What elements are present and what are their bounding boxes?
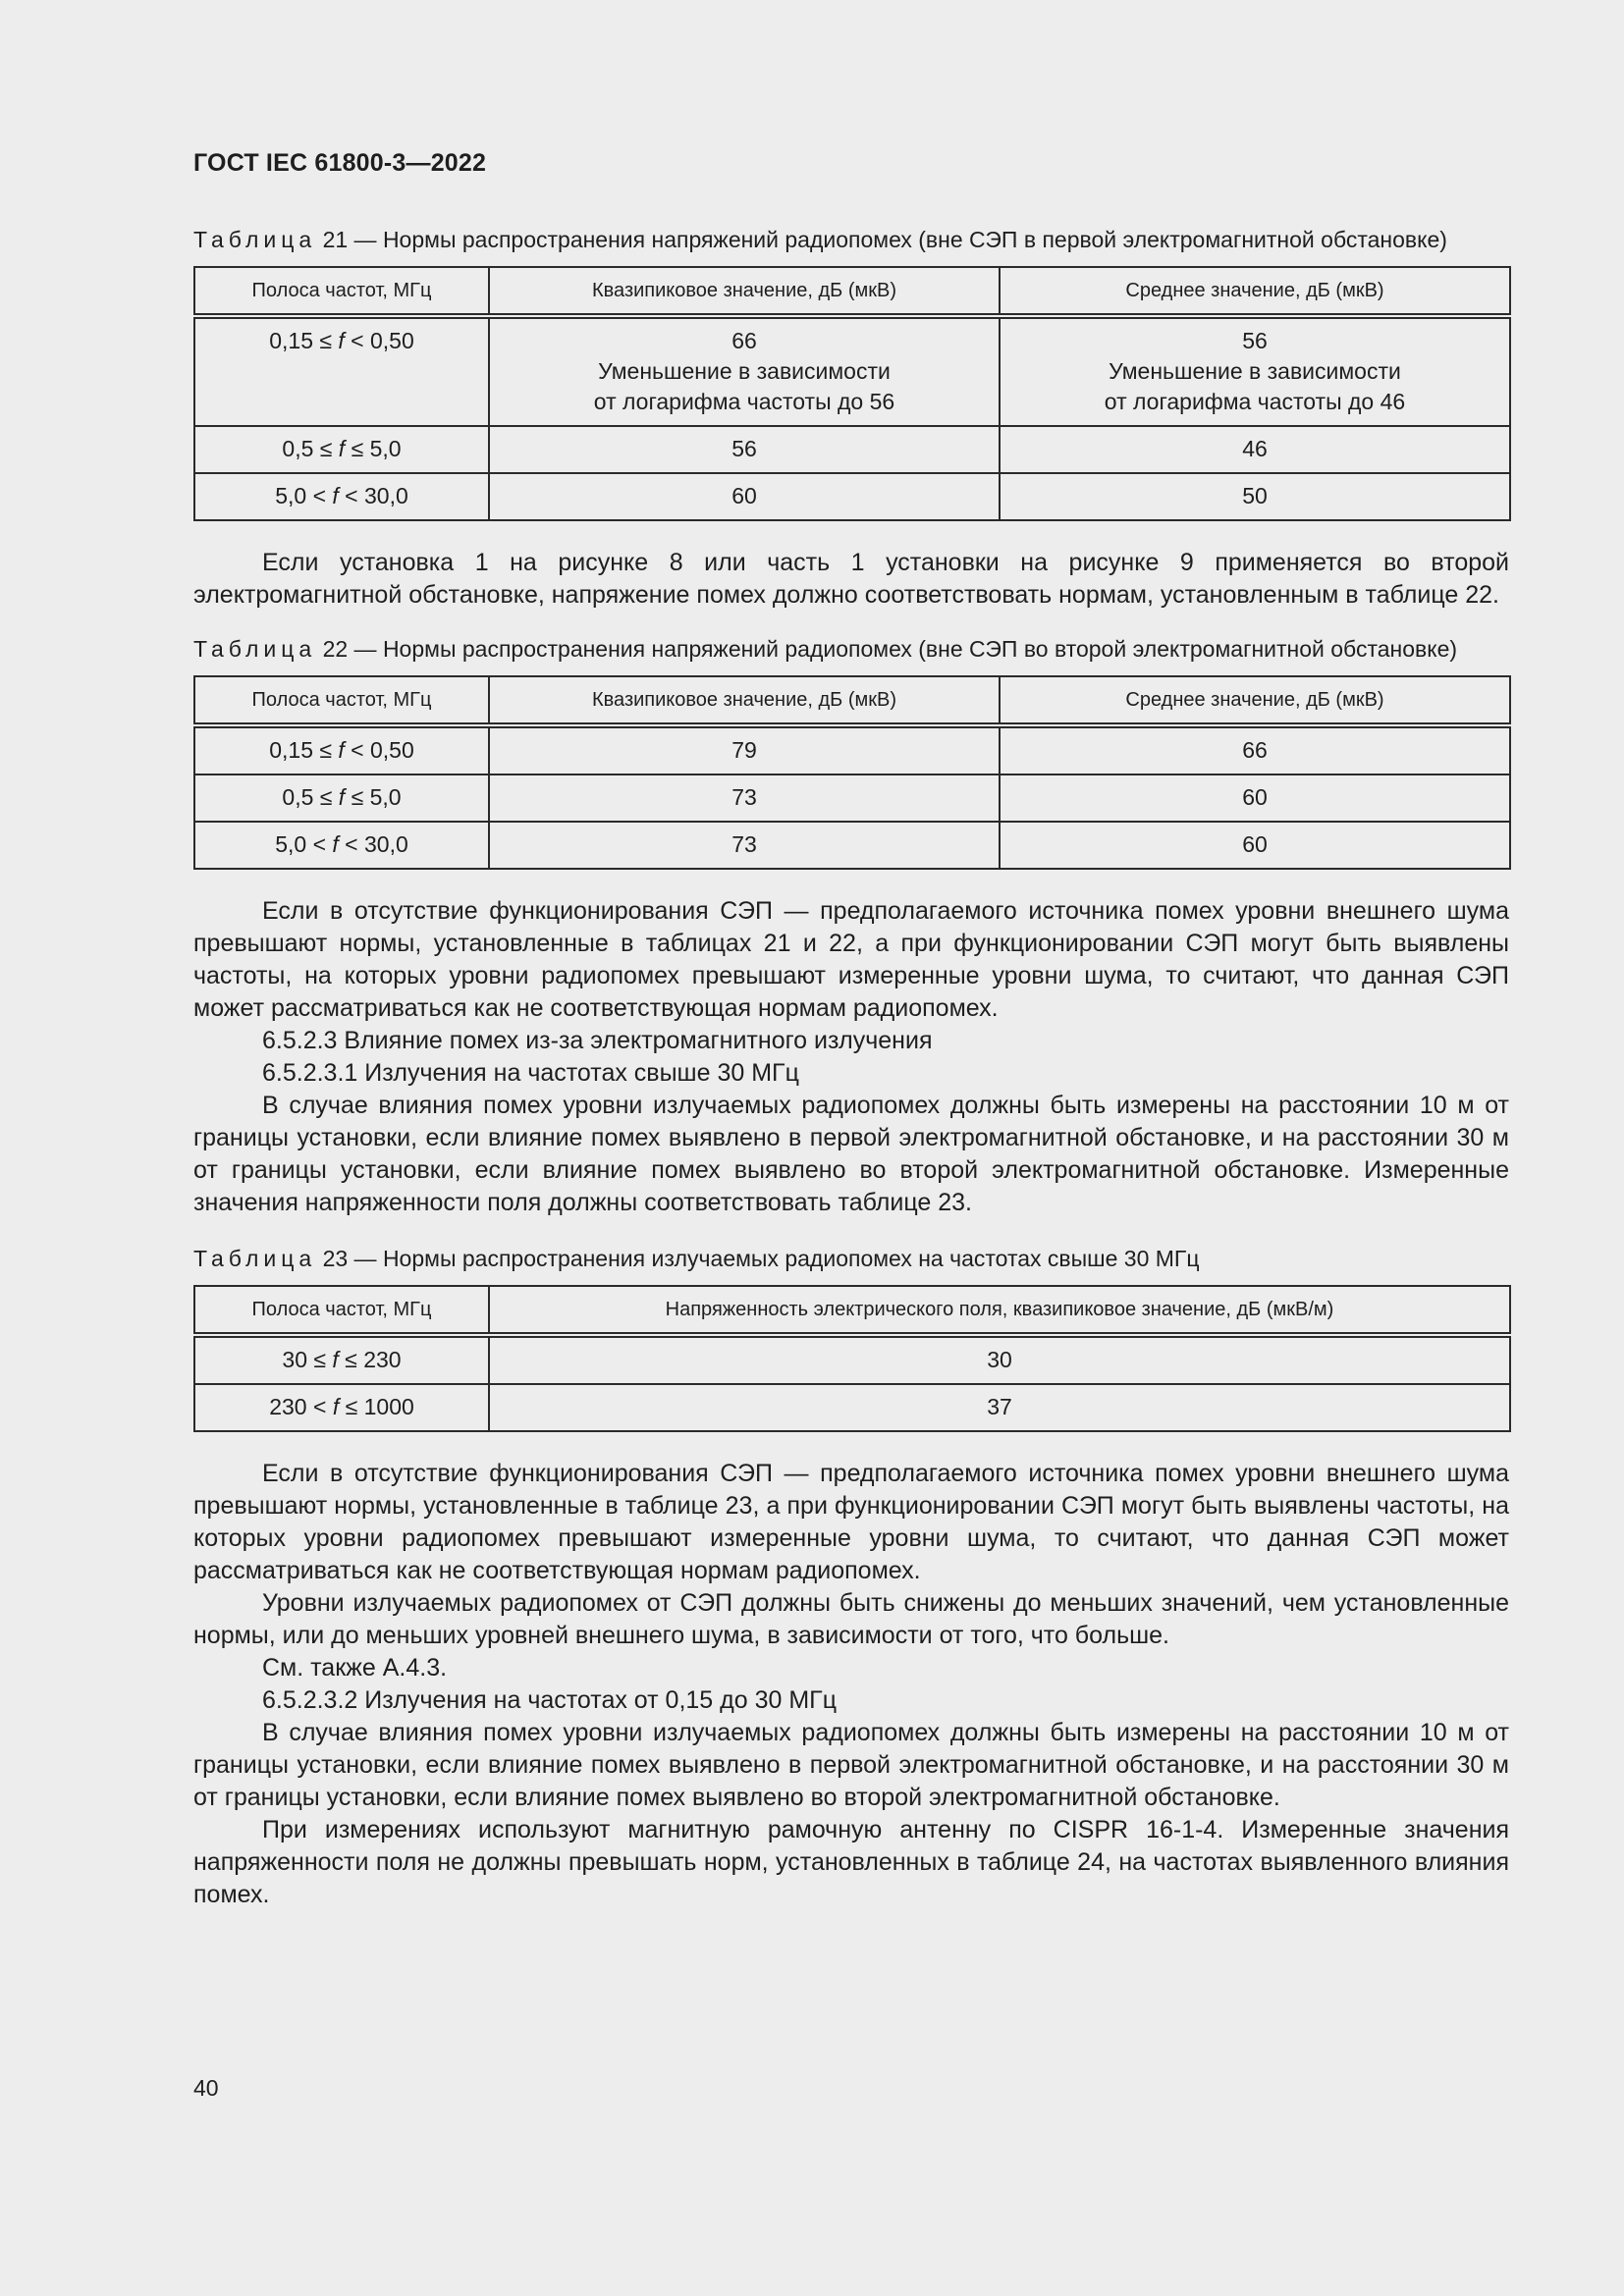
column-header: Полоса частот, МГц xyxy=(194,1286,489,1335)
column-header: Среднее значение, дБ (мкВ) xyxy=(1000,267,1510,316)
table-row xyxy=(194,725,1510,774)
table-22-caption-prefix: Таблица xyxy=(193,636,317,662)
table-row xyxy=(194,426,1510,473)
table-row xyxy=(194,774,1510,822)
frequency-band-cell: 0,5 ≤ f ≤ 5,0 xyxy=(194,426,489,473)
column-header: Полоса частот, МГц xyxy=(194,676,489,725)
table-header-row xyxy=(194,1286,1510,1335)
average-cell: 60 xyxy=(1000,822,1510,869)
paragraph: См. также А.4.3. xyxy=(262,1654,448,1682)
section-heading: 6.5.2.3.2 Излучения на частотах от 0,15 до 30 МГц xyxy=(262,1686,838,1714)
table-header-row xyxy=(194,676,1510,725)
table-row xyxy=(194,1335,1510,1384)
paragraph: Уровни излучаемых радиопомех от СЭП должны быть снижены до меньших значений, чем установленные нормы, или до меньших уровней внешнего шума, в зависимости от того, что больше. xyxy=(193,1589,1509,1649)
column-header: Квазипиковое значение, дБ (мкВ) xyxy=(489,267,1000,316)
table-22 xyxy=(193,675,1511,870)
table-row xyxy=(194,1384,1510,1431)
table-23-caption-text: 23 — Нормы распространения излучаемых радиопомех на частотах свыше 30 МГц xyxy=(316,1246,1200,1271)
frequency-band-cell: 0,15 ≤ f < 0,50 xyxy=(194,316,489,426)
column-header: Напряженность электрического поля, квазипиковое значение, дБ (мкВ/м) xyxy=(489,1286,1510,1335)
paragraph: При измерениях используют магнитную рамочную антенну по CISPR 16-1-4. Измеренные значения напряженности поля не должны превышать норм, установленных в таблице 24, на частотах выявленного влияния помех. xyxy=(193,1816,1509,1908)
table-row xyxy=(194,822,1510,869)
field-strength-cell: 30 xyxy=(489,1335,1510,1384)
paragraph: Если установка 1 на рисунке 8 или часть 1 установки на рисунке 9 применяется во второй электромагнитной обстановке, напряжение помех должно соответствовать нормам, установленным в таблице 22. xyxy=(193,549,1509,609)
field-strength-cell: 37 xyxy=(489,1384,1510,1431)
average-cell: 46 xyxy=(1000,426,1510,473)
table-21 xyxy=(193,266,1511,521)
quasi-peak-cell: 66 Уменьшение в зависимости от логарифма частоты до 56 xyxy=(489,316,1000,426)
table-21-caption-prefix: Таблица xyxy=(193,227,317,252)
table-21-caption xyxy=(193,224,1509,255)
average-cell: 60 xyxy=(1000,774,1510,822)
table-21-caption-text: 21 — Нормы распространения напряжений радиопомех (вне СЭП в первой электромагнитной обстановке) xyxy=(316,227,1447,252)
table-header-row xyxy=(194,267,1510,316)
table-23 xyxy=(193,1285,1511,1432)
frequency-band-cell: 5,0 < f < 30,0 xyxy=(194,822,489,869)
quasi-peak-cell: 73 xyxy=(489,822,1000,869)
frequency-band-cell: 0,5 ≤ f ≤ 5,0 xyxy=(194,774,489,822)
column-header: Квазипиковое значение, дБ (мкВ) xyxy=(489,676,1000,725)
table-23-caption-prefix: Таблица xyxy=(193,1246,317,1271)
quasi-peak-cell: 56 xyxy=(489,426,1000,473)
frequency-band-cell: 230 < f ≤ 1000 xyxy=(194,1384,489,1431)
quasi-peak-cell: 60 xyxy=(489,473,1000,520)
table-22-caption-text: 22 — Нормы распространения напряжений радиопомех (вне СЭП во второй электромагнитной обстановке) xyxy=(316,636,1458,662)
frequency-band-cell: 5,0 < f < 30,0 xyxy=(194,473,489,520)
table-23-caption xyxy=(193,1243,1509,1274)
table-22-caption xyxy=(193,633,1509,665)
document-header: ГОСТ IEC 61800-3—2022 xyxy=(193,149,487,177)
paragraph: В случае влияния помех уровни излучаемых радиопомех должны быть измерены на расстоянии 10 м от границы установки, если влияние помех выявлено в первой электромагнитной обстановке, и на расстоянии 30 м от границы установки, если влияние помех выявлено во второй электромагнитной обстановке. Измеренные значения напряженности поля должны соответствовать таблице 23. xyxy=(193,1092,1509,1216)
section-heading: 6.5.2.3.1 Излучения на частотах свыше 30 МГц xyxy=(262,1059,799,1087)
average-cell: 50 xyxy=(1000,473,1510,520)
quasi-peak-cell: 79 xyxy=(489,725,1000,774)
paragraph: Если в отсутствие функционирования СЭП — предполагаемого источника помех уровни внешнего шума превышают нормы, установленные в таблицах 21 и 22, а при функционировании СЭП могут быть выявлены частоты, на которых уровни радиопомех превышают измеренные уровни шума, то считают, что данная СЭП может рассматриваться как не соответствующая нормам радиопомех. xyxy=(193,897,1509,1022)
table-row xyxy=(194,316,1510,426)
page-number: 40 xyxy=(193,2075,219,2101)
frequency-band-cell: 0,15 ≤ f < 0,50 xyxy=(194,725,489,774)
page-content xyxy=(193,224,1509,1911)
paragraph: Если в отсутствие функционирования СЭП — предполагаемого источника помех уровни внешнего шума превышают нормы, установленные в таблице 23, а при функционировании СЭП могут быть выявлены частоты, на которых уровни радиопомех превышают измеренные уровни шума, то считают, что данная СЭП может рассматриваться как не соответствующая нормам радиопомех. xyxy=(193,1460,1509,1584)
quasi-peak-cell: 73 xyxy=(489,774,1000,822)
column-header: Среднее значение, дБ (мкВ) xyxy=(1000,676,1510,725)
average-cell: 56 Уменьшение в зависимости от логарифма частоты до 46 xyxy=(1000,316,1510,426)
column-header: Полоса частот, МГц xyxy=(194,267,489,316)
table-row xyxy=(194,473,1510,520)
frequency-band-cell: 30 ≤ f ≤ 230 xyxy=(194,1335,489,1384)
section-heading: 6.5.2.3 Влияние помех из-за электромагнитного излучения xyxy=(262,1027,933,1054)
paragraph: В случае влияния помех уровни излучаемых радиопомех должны быть измерены на расстоянии 10 м от границы установки, если влияние помех выявлено в первой электромагнитной обстановке, и на расстоянии 30 м от границы установки, если влияние помех выявлено во второй электромагнитной обстановке. xyxy=(193,1719,1509,1811)
average-cell: 66 xyxy=(1000,725,1510,774)
